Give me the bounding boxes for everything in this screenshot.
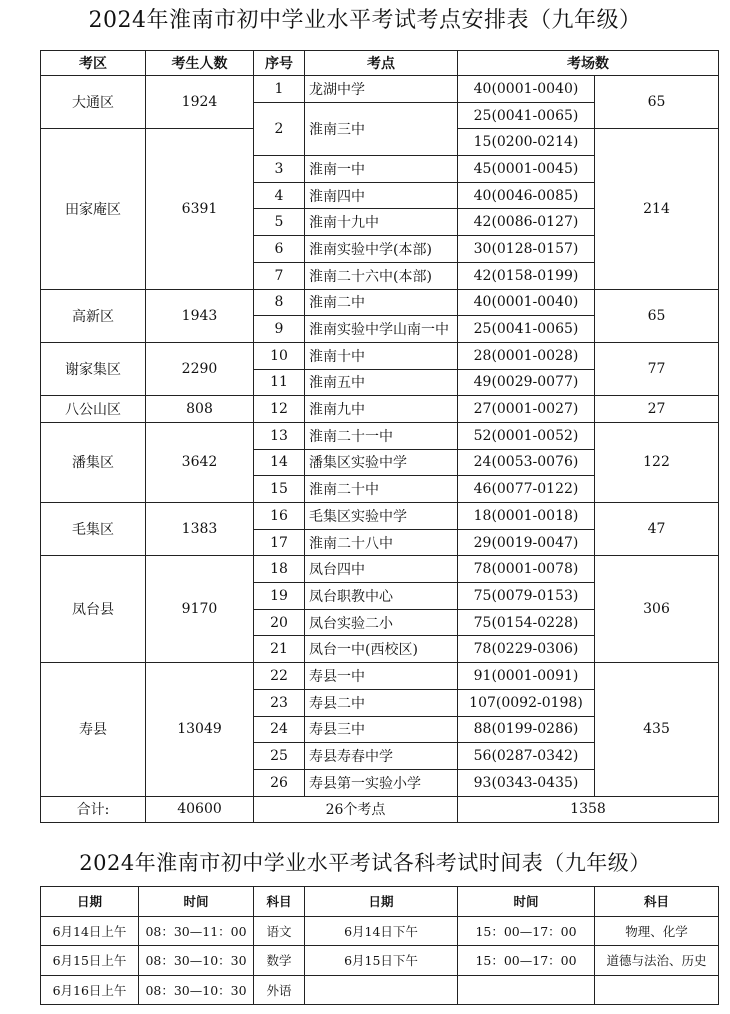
- district-count: 2290: [146, 342, 254, 395]
- site-rooms: 18(0001-0018): [458, 503, 595, 530]
- site-no: 10: [254, 342, 305, 369]
- district-count: 808: [146, 396, 254, 423]
- site-rooms: 107(0092-0198): [458, 689, 595, 716]
- site-rooms: 24(0053-0076): [458, 449, 595, 476]
- table-row: [41, 342, 719, 369]
- district-count: 9170: [146, 556, 254, 663]
- site-name: 寿县寿春中学: [305, 743, 458, 770]
- site-name: 寿县第一实验小学: [305, 769, 458, 796]
- header-subject: 科目: [254, 887, 305, 917]
- site-name: 淮南四中: [305, 182, 458, 209]
- site-rooms: 40(0001-0040): [458, 76, 595, 103]
- site-rooms: 25(0041-0065): [458, 316, 595, 343]
- site-no: 15: [254, 476, 305, 503]
- table-row: [41, 503, 719, 530]
- schedule-title: 2024年淮南市初中学业水平考试考点安排表（九年级）: [88, 8, 642, 33]
- table-row: [41, 663, 719, 690]
- site-rooms: 45(0001-0045): [458, 156, 595, 183]
- site-no: 5: [254, 209, 305, 236]
- site-rooms: 75(0154-0228): [458, 609, 595, 636]
- district-name: 潘集区: [41, 422, 146, 502]
- site-no: 2: [254, 102, 305, 155]
- site-rooms: 78(0001-0078): [458, 556, 595, 583]
- header-time: 时间: [139, 887, 254, 917]
- site-no: 17: [254, 529, 305, 556]
- site-no: 7: [254, 262, 305, 289]
- site-name: 淮南十中: [305, 342, 458, 369]
- header-site: 考点: [305, 51, 458, 76]
- site-name: 寿县一中: [305, 663, 458, 690]
- site-rooms: 78(0229-0306): [458, 636, 595, 663]
- timetable-row: [41, 916, 719, 946]
- site-rooms: 56(0287-0342): [458, 743, 595, 770]
- header-subject: 科目: [595, 887, 719, 917]
- district-total-rooms: 435: [595, 663, 719, 796]
- header-date: 日期: [41, 887, 139, 917]
- site-no: 12: [254, 396, 305, 423]
- site-rooms: 28(0001-0028): [458, 342, 595, 369]
- district-count: 1924: [146, 76, 254, 129]
- pm-time: 15：00—17：00: [458, 916, 595, 946]
- totals-rooms: 1358: [458, 796, 719, 823]
- district-total-rooms: 65: [595, 76, 719, 129]
- site-name: 淮南三中: [305, 102, 458, 155]
- district-count: 1383: [146, 503, 254, 556]
- site-no: 23: [254, 689, 305, 716]
- district-total-rooms: 214: [595, 129, 719, 289]
- site-rooms: 91(0001-0091): [458, 663, 595, 690]
- am-time: 08：30—10：30: [139, 946, 254, 976]
- district-total-rooms: 27: [595, 396, 719, 423]
- site-name: 淮南十九中: [305, 209, 458, 236]
- exam-timetable: [40, 886, 719, 1005]
- site-rooms: 49(0029-0077): [458, 369, 595, 396]
- site-rooms: 15(0200-0214): [458, 129, 595, 156]
- timetable-header-row: [41, 887, 719, 917]
- timetable-row: [41, 975, 719, 1005]
- site-name: 淮南九中: [305, 396, 458, 423]
- table-row: [41, 289, 719, 316]
- site-no: 1: [254, 76, 305, 103]
- table-row: [41, 422, 719, 449]
- site-no: 18: [254, 556, 305, 583]
- site-no: 20: [254, 609, 305, 636]
- site-rooms: 42(0158-0199): [458, 262, 595, 289]
- totals-label: 合计:: [41, 796, 146, 823]
- site-name: 寿县二中: [305, 689, 458, 716]
- site-no: 24: [254, 716, 305, 743]
- site-name: 龙湖中学: [305, 76, 458, 103]
- pm-subject: 道德与法治、历史: [595, 946, 719, 976]
- site-rooms: 52(0001-0052): [458, 422, 595, 449]
- totals-row: [41, 796, 719, 823]
- site-name: 淮南二十一中: [305, 422, 458, 449]
- site-no: 16: [254, 503, 305, 530]
- am-subject: 语文: [254, 916, 305, 946]
- site-name: 凤台四中: [305, 556, 458, 583]
- header-no: 序号: [254, 51, 305, 76]
- pm-time: [458, 975, 595, 1005]
- pm-subject: 物理、化学: [595, 916, 719, 946]
- site-name: 凤台一中(西校区): [305, 636, 458, 663]
- site-rooms: 40(0001-0040): [458, 289, 595, 316]
- pm-subject: [595, 975, 719, 1005]
- district-name: 毛集区: [41, 503, 146, 556]
- site-no: 25: [254, 743, 305, 770]
- site-name: 淮南二十中: [305, 476, 458, 503]
- site-no: 21: [254, 636, 305, 663]
- exam-site-table: [40, 50, 719, 823]
- site-name: 潘集区实验中学: [305, 449, 458, 476]
- pm-date: [305, 975, 458, 1005]
- site-rooms: 42(0086-0127): [458, 209, 595, 236]
- header-rooms: 考场数: [458, 51, 719, 76]
- site-rooms: 88(0199-0286): [458, 716, 595, 743]
- site-no: 13: [254, 422, 305, 449]
- site-rooms: 29(0019-0047): [458, 529, 595, 556]
- district-name: 高新区: [41, 289, 146, 342]
- site-rooms: 93(0343-0435): [458, 769, 595, 796]
- site-no: 11: [254, 369, 305, 396]
- site-no: 14: [254, 449, 305, 476]
- district-name: 田家庵区: [41, 129, 146, 289]
- totals-sites: 26个考点: [254, 796, 458, 823]
- site-name: 淮南实验中学山南一中: [305, 316, 458, 343]
- site-no: 19: [254, 583, 305, 610]
- header-district: 考区: [41, 51, 146, 76]
- district-name: 大通区: [41, 76, 146, 129]
- site-name: 凤台实验二小: [305, 609, 458, 636]
- table-header-row: [41, 51, 719, 76]
- site-name: 寿县三中: [305, 716, 458, 743]
- district-name: 寿县: [41, 663, 146, 796]
- totals-count: 40600: [146, 796, 254, 823]
- table-row: [41, 556, 719, 583]
- site-rooms: 27(0001-0027): [458, 396, 595, 423]
- timetable-row: [41, 946, 719, 976]
- header-date: 日期: [305, 887, 458, 917]
- am-time: 08：30—11：00: [139, 916, 254, 946]
- pm-date: 6月15日下午: [305, 946, 458, 976]
- site-no: 8: [254, 289, 305, 316]
- district-count: 3642: [146, 422, 254, 502]
- am-date: 6月16日上午: [41, 975, 139, 1005]
- district-total-rooms: 122: [595, 422, 719, 502]
- district-name: 凤台县: [41, 556, 146, 663]
- district-count: 13049: [146, 663, 254, 796]
- district-count: 6391: [146, 129, 254, 289]
- site-name: 淮南二十六中(本部): [305, 262, 458, 289]
- district-total-rooms: 65: [595, 289, 719, 342]
- site-name: 淮南二中: [305, 289, 458, 316]
- site-name: 凤台职教中心: [305, 583, 458, 610]
- am-date: 6月15日上午: [41, 946, 139, 976]
- table-row: [41, 76, 719, 103]
- timetable-title: 2024年淮南市初中学业水平考试各科考试时间表（九年级）: [79, 851, 651, 875]
- site-name: 淮南实验中学(本部): [305, 236, 458, 263]
- am-subject: 外语: [254, 975, 305, 1005]
- site-rooms: 25(0041-0065): [458, 102, 595, 129]
- site-rooms: 75(0079-0153): [458, 583, 595, 610]
- pm-time: 15：00—17：00: [458, 946, 595, 976]
- site-no: 26: [254, 769, 305, 796]
- district-total-rooms: 306: [595, 556, 719, 663]
- site-rooms: 46(0077-0122): [458, 476, 595, 503]
- site-name: 淮南二十八中: [305, 529, 458, 556]
- site-no: 9: [254, 316, 305, 343]
- district-count: 1943: [146, 289, 254, 342]
- table-row: [41, 396, 719, 423]
- pm-date: 6月14日下午: [305, 916, 458, 946]
- header-time: 时间: [458, 887, 595, 917]
- site-no: 3: [254, 156, 305, 183]
- am-time: 08：30—10：30: [139, 975, 254, 1005]
- site-rooms: 40(0046-0085): [458, 182, 595, 209]
- site-name: 毛集区实验中学: [305, 503, 458, 530]
- site-rooms: 30(0128-0157): [458, 236, 595, 263]
- district-total-rooms: 47: [595, 503, 719, 556]
- site-name: 淮南一中: [305, 156, 458, 183]
- district-name: 谢家集区: [41, 342, 146, 395]
- district-total-rooms: 77: [595, 342, 719, 395]
- site-no: 22: [254, 663, 305, 690]
- site-no: 4: [254, 182, 305, 209]
- site-no: 6: [254, 236, 305, 263]
- district-name: 八公山区: [41, 396, 146, 423]
- am-subject: 数学: [254, 946, 305, 976]
- am-date: 6月14日上午: [41, 916, 139, 946]
- site-name: 淮南五中: [305, 369, 458, 396]
- header-count: 考生人数: [146, 51, 254, 76]
